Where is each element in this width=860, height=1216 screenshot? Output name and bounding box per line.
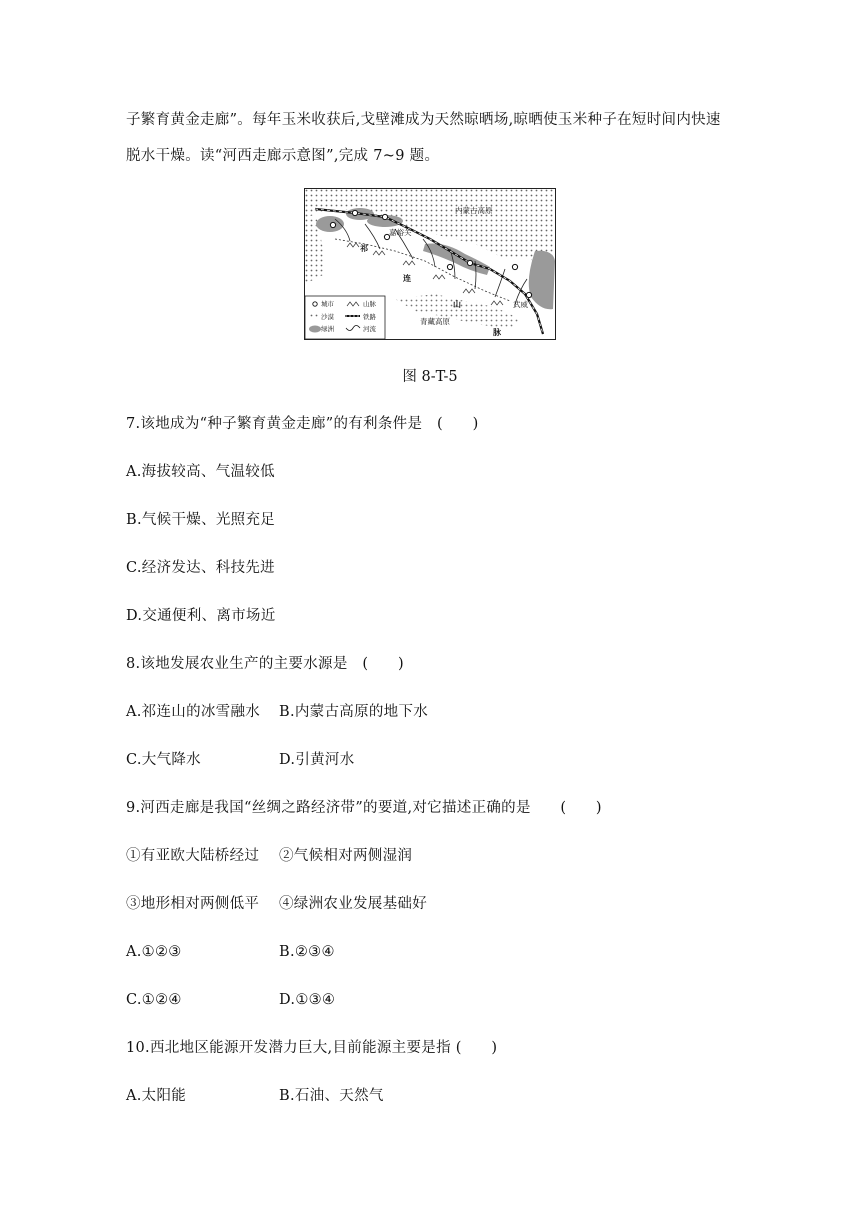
legend-city-label: 城市 bbox=[321, 300, 334, 308]
option-b: B.气候干燥、光照充足 bbox=[126, 512, 276, 528]
option-c: C.①②④ bbox=[126, 992, 182, 1008]
option-a: A.祁连山的冰雪融水 bbox=[126, 704, 261, 720]
label-lian: 连 bbox=[403, 274, 411, 283]
legend-mountain-label: 山脉 bbox=[363, 300, 376, 308]
statement-1: ①有亚欧大陆桥经过 bbox=[126, 848, 260, 864]
label-jiayuguan: 嘉峪关 bbox=[389, 228, 412, 237]
legend-city-icon bbox=[313, 302, 317, 306]
map-legend bbox=[305, 296, 385, 339]
question-stem: 8.该地发展农业生产的主要水源是 ( ) bbox=[126, 656, 404, 672]
legend-oasis-label: 绿洲 bbox=[321, 325, 334, 333]
legend-railway-label: 铁路 bbox=[363, 313, 376, 321]
statement-2: ②气候相对两侧湿润 bbox=[279, 848, 413, 864]
option-a: A.太阳能 bbox=[126, 1088, 187, 1104]
figure-caption: 图 8-T-5 bbox=[402, 369, 458, 385]
legend-desert-icon bbox=[310, 313, 320, 319]
label-qingzang: 青藏高原 bbox=[420, 317, 450, 326]
option-d: D.①③④ bbox=[279, 992, 336, 1008]
intro-line-2: 脱水干燥。读“河西走廊示意图”,完成 7~9 题。 bbox=[126, 148, 440, 164]
desert-region bbox=[305, 189, 555, 274]
option-b: B.石油、天然气 bbox=[279, 1088, 384, 1104]
question-stem: 9.河西走廊是我国“丝绸之路经济带”的要道,对它描述正确的是 ( ) bbox=[126, 800, 602, 816]
label-shan: 山 bbox=[453, 300, 461, 309]
legend-river-label: 河流 bbox=[363, 325, 376, 333]
option-a: A.①②③ bbox=[126, 944, 182, 960]
intro-line-1: 子繁育黄金走廊”。每年玉米收获后,戈壁滩成为天然晾晒场,晾晒使玉米种子在短时间内快速 bbox=[126, 112, 721, 128]
label-qi: 祁 bbox=[360, 244, 368, 253]
hexi-corridor-map bbox=[304, 188, 556, 340]
option-d: D.引黄河水 bbox=[279, 752, 355, 768]
statement-4: ④绿洲农业发展基础好 bbox=[279, 896, 427, 912]
statement-3: ③地形相对两侧低平 bbox=[126, 896, 260, 912]
legend-oasis-icon bbox=[309, 326, 321, 333]
label-wuwei: 武威 bbox=[513, 300, 528, 309]
option-b: B.内蒙古高原的地下水 bbox=[279, 704, 429, 720]
option-d: D.交通便利、离市场近 bbox=[126, 608, 276, 624]
label-mai: 脉 bbox=[493, 328, 501, 337]
option-a: A.海拔较高、气温较低 bbox=[126, 464, 275, 480]
question-stem: 7.该地成为“种子繁育黄金走廊”的有利条件是 ( ) bbox=[126, 416, 479, 432]
option-b: B.②③④ bbox=[279, 944, 335, 960]
oasis bbox=[423, 243, 490, 275]
option-c: C.经济发达、科技先进 bbox=[126, 560, 275, 576]
oasis bbox=[529, 251, 555, 310]
label-inner-mongolia: 内蒙古高原 bbox=[455, 206, 493, 215]
legend-desert-label: 沙漠 bbox=[321, 313, 334, 321]
question-stem: 10.西北地区能源开发潜力巨大,目前能源主要是指 ( ) bbox=[126, 1040, 498, 1056]
option-c: C.大气降水 bbox=[126, 752, 201, 768]
